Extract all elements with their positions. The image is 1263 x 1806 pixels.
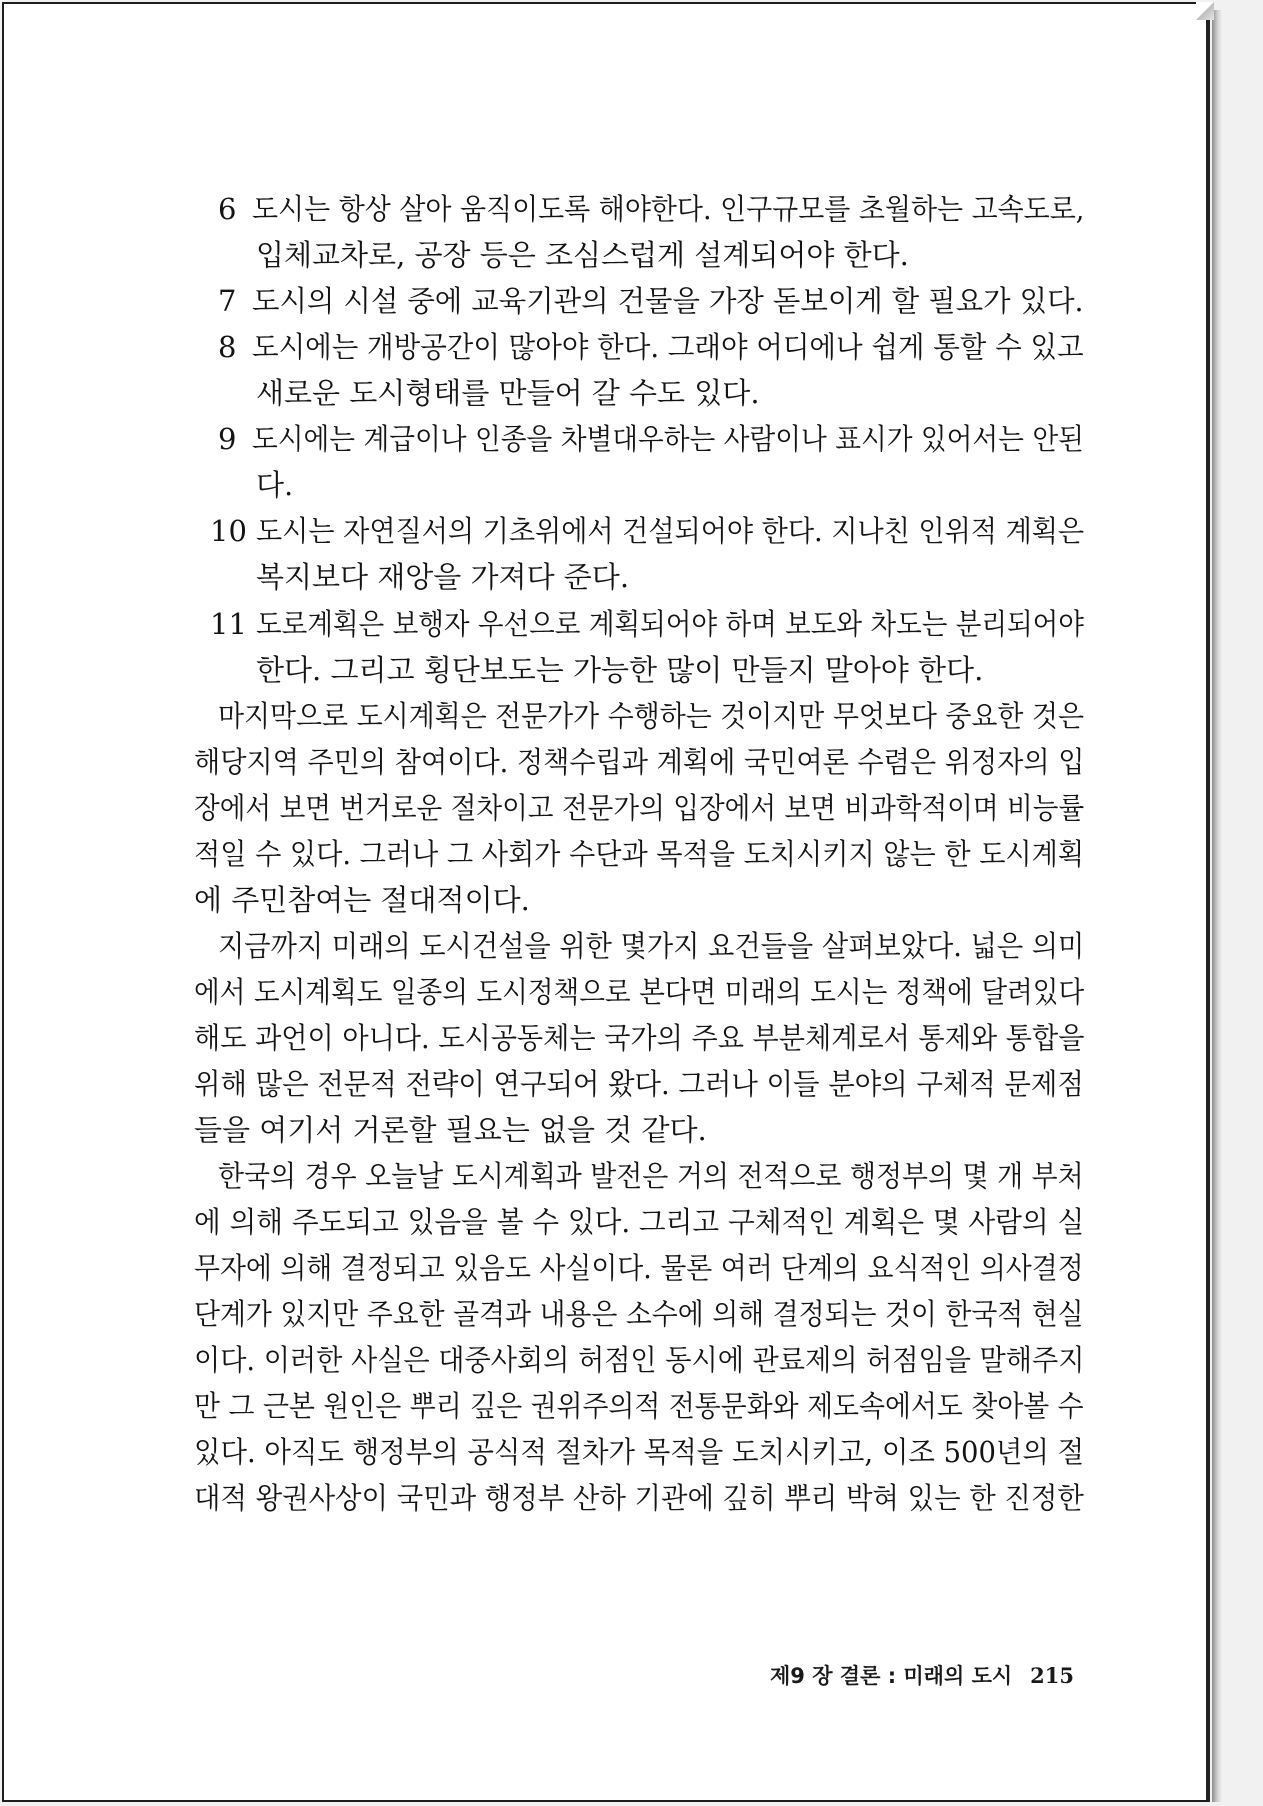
list-item-line: 한다. 그리고 횡단보도는 가능한 많이 만들지 말아야 한다. [256,653,984,687]
list-item-line: 도시에는 개방공간이 많아야 한다. 그래야 어디에나 쉽게 통할 수 있고 [252,330,1084,364]
list-item-line: 도시는 자연질서의 기초위에서 건설되어야 한다. 지나친 인위적 계획은 [256,514,1085,548]
list-item-number: 8 [218,330,237,364]
paragraph-line: 에서 도시계획도 일종의 도시정책으로 본다면 미래의 도시는 정책에 달려있다 [194,975,1085,1009]
page-curl [1196,2,1214,20]
list-item-line: 다. [256,468,294,502]
document-page [2,2,1210,1802]
paragraph-line: 에 주민참여는 절대적이다. [194,883,530,917]
paragraph-line: 한국의 경우 오늘날 도시계획과 발전은 거의 전적으로 행정부의 몇 개 부처 [218,1159,1084,1193]
list-item-line: 복지보다 재앙을 가져다 준다. [256,560,630,594]
list-item-line: 도시는 항상 살아 움직이도록 해야한다. 인구규모를 초월하는 고속도로, [252,192,1085,226]
paragraph-line: 대적 왕권사상이 국민과 행정부 산하 기관에 깊히 뿌리 박혀 있는 한 진정한 [194,1481,1084,1515]
paragraph-line: 들을 여기서 거론할 필요는 없을 것 같다. [194,1113,707,1147]
paragraph-line: 에 의해 주도되고 있음을 볼 수 있다. 그리고 구체적인 계획은 몇 사람의 실 [194,1205,1085,1239]
list-item-line: 도시의 시설 중에 교육기관의 건물을 가장 돋보이게 할 필요가 있다. [252,284,1084,318]
list-item-line: 새로운 도시형태를 만들어 갈 수도 있다. [256,376,760,410]
paragraph-line: 단계가 있지만 주요한 골격과 내용은 소수에 의해 결정되는 것이 한국적 현실 [194,1297,1084,1331]
list-item-line: 입체교차로, 공장 등은 조심스럽게 설계되어야 한다. [256,238,909,272]
paragraph-line: 해도 과언이 아니다. 도시공동체는 국가의 주요 부분체계로서 통제와 통합을 [194,1021,1085,1055]
list-item-number: 6 [218,192,237,226]
paragraph-line: 장에서 보면 번거로운 절차이고 전문가의 입장에서 보면 비과학적이며 비능률 [194,791,1085,825]
list-item-line: 도시에는 계급이나 인종을 차별대우하는 사람이나 표시가 있어서는 안된 [252,422,1084,456]
page-number: 215 [1030,1663,1074,1688]
paragraph-line: 있다. 아직도 행정부의 공식적 절차가 목적을 도치시키고, 이조 500년의 절 [194,1435,1085,1469]
paragraph-line: 마지막으로 도시계획은 전문가가 수행하는 것이지만 무엇보다 중요한 것은 [218,699,1084,733]
page-shadow [1212,10,1222,1802]
paragraph-line: 해당지역 주민의 참여이다. 정책수립과 계획에 국민여론 수렴은 위정자의 입 [194,745,1085,779]
paragraph-line: 위해 많은 전문적 전략이 연구되어 왔다. 그러나 이들 분야의 구체적 문제점 [194,1067,1084,1101]
paragraph-line: 적일 수 있다. 그러나 그 사회가 수단과 목적을 도치시키지 않는 한 도시계획 [194,837,1085,871]
paragraph-line: 무자에 의해 결정되고 있음도 사실이다. 물론 여러 단계의 요식적인 의사결정 [194,1251,1084,1285]
page-footer [770,1660,1074,1690]
paragraph-line: 만 그 근본 원인은 뿌리 깊은 권위주의적 전통문화와 제도속에서도 찾아볼 수 [194,1389,1084,1423]
list-item-number: 7 [218,284,237,318]
paragraph-line: 지금까지 미래의 도시건설을 위한 몇가지 요건들을 살펴보았다. 넓은 의미 [218,929,1085,963]
running-head: 제9 장 결론 : 미래의 도시 [770,1664,1013,1688]
list-item-number: 9 [218,422,237,456]
list-item-number: 10 [210,514,247,548]
list-item-number: 11 [210,607,247,641]
list-item-line: 도로계획은 보행자 우선으로 계획되어야 하며 보도와 차도는 분리되어야 [256,607,1084,641]
paragraph-line: 이다. 이러한 사실은 대중사회의 허점인 동시에 관료제의 허점임을 말해주지 [194,1343,1085,1377]
